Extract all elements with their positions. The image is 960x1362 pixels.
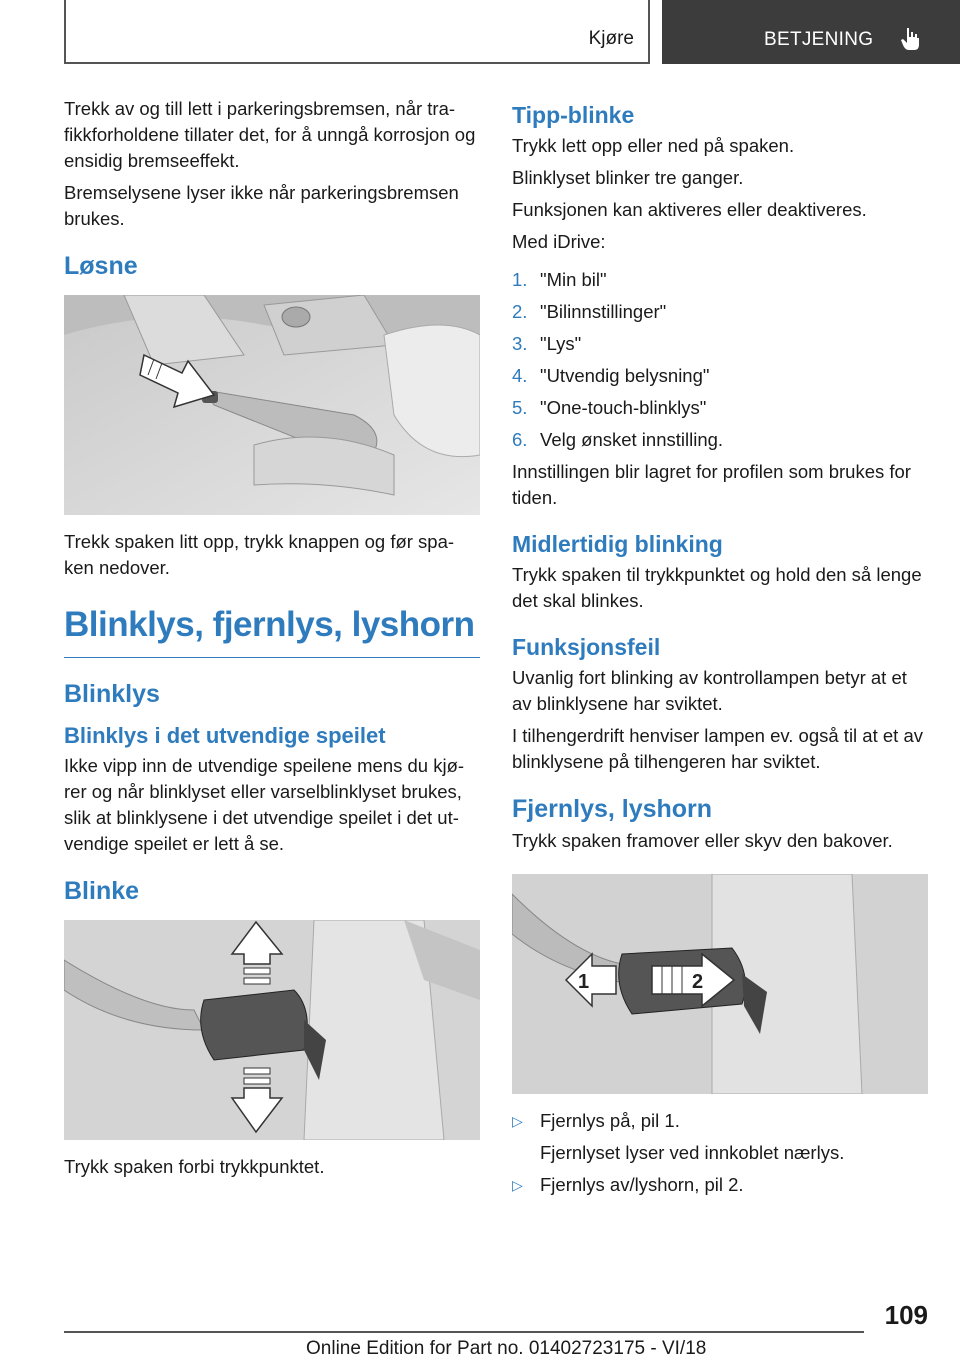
- footer-edition: Online Edition for Part no. 01402723175 - VI/18: [306, 1338, 707, 1359]
- turn-signal-stalk-image: [64, 920, 480, 1140]
- heading-blinke: Blinke: [64, 877, 140, 905]
- list-item: ▷ Fjernlys på, pil 1.: [512, 1108, 928, 1134]
- paragraph-midlertidig: Trykk spaken til trykkpunktet og hold den så lenge det skal blinkes.: [512, 564, 922, 611]
- heading-blinklys-fjernlys-lyshorn: Blinklys, fjernlys, lyshorn: [64, 605, 480, 658]
- list-item: 2. "Bilinnstillinger": [512, 301, 667, 322]
- paragraph-funksjonsfeil-2: I tilhengerdrift henviser lampen ev. også til at et av blinklysene på tilhengeren har sviktet.: [512, 725, 923, 772]
- list-item-subtext: Fjernlyset lyser ved innkoblet nærlys.: [540, 1142, 845, 1163]
- list-item: 6. Velg ønsket innstilling.: [512, 429, 724, 450]
- parking-brake-image: [64, 295, 480, 515]
- caption-parking-brake: Trekk spaken litt opp, trykk knappen og før spa-ken nedover.: [64, 531, 455, 578]
- paragraph-tipp-2: Blinklyset blinker tre ganger.: [512, 167, 744, 188]
- high-beam-stalk-image: [512, 874, 928, 1094]
- right-column: [512, 102, 928, 1204]
- paragraph-fjernlys: Trykk spaken framover eller skyv den bakover.: [512, 830, 893, 851]
- triangle-bullet-icon: ▷: [512, 1113, 523, 1129]
- heading-losne: Løsne: [64, 252, 138, 280]
- paragraph-tipp-3: Funksjonen kan aktiveres eller deaktiveres.: [512, 199, 867, 220]
- arrow-2-label: 2: [692, 971, 704, 993]
- page-number: 109: [884, 1300, 928, 1330]
- paragraph-parking-brake: Trekk av og till lett i parkeringsbremsen, når tra-fikkforholdene tillater det, for å unngå korrosjon og ensidig bremseeffekt.: [64, 98, 476, 171]
- triangle-bullet-icon: ▷: [512, 1177, 523, 1193]
- list-item: 4. "Utvendig belysning": [512, 365, 710, 386]
- list-item: 3. "Lys": [512, 333, 582, 354]
- high-beam-list: [512, 1108, 928, 1198]
- heading-midlertidig-blinking: Midlertidig blinking: [512, 531, 723, 557]
- footer-divider: [64, 1331, 864, 1333]
- heading-tipp-blinke: Tipp-blinke: [512, 102, 635, 128]
- header-chapter-label: BETJENING: [764, 29, 874, 50]
- left-column: [64, 96, 480, 1186]
- caption-turn-signal: Trykk spaken forbi trykkpunktet.: [64, 1156, 325, 1177]
- heading-blinklys: Blinklys: [64, 680, 160, 708]
- header-section-label: Kjøre: [588, 28, 634, 49]
- idrive-steps-list: [512, 267, 928, 453]
- heading-blinklys-speilet: Blinklys i det utvendige speilet: [64, 723, 386, 748]
- paragraph-tipp-4: Med iDrive:: [512, 231, 606, 252]
- header-chapter-tab: [662, 0, 960, 64]
- heading-funksjonsfeil: Funksjonsfeil: [512, 634, 661, 660]
- paragraph-funksjonsfeil-1: Uvanlig fort blinking av kontrollampen betyr at et av blinklysene har sviktet.: [512, 667, 907, 714]
- paragraph-tipp-5: Innstillingen blir lagret for profilen som brukes for tiden.: [512, 461, 911, 508]
- heading-fjernlys-lyshorn: Fjernlys, lyshorn: [512, 795, 713, 823]
- arrow-1-label: 1: [578, 971, 590, 993]
- paragraph-brake-lights: Bremselysene lyser ikke når parkeringsbremsen brukes.: [64, 182, 459, 229]
- list-item: 5. "One-touch-blinklys": [512, 397, 707, 418]
- hand-pointer-icon: [898, 26, 924, 52]
- list-item: 1. "Min bil": [512, 269, 607, 290]
- paragraph-tipp-1: Trykk lett opp eller ned på spaken.: [512, 135, 795, 156]
- list-item: ▷ Fjernlys av/lyshorn, pil 2.: [512, 1172, 928, 1198]
- header-section-tab: [64, 0, 650, 64]
- paragraph-speilet: Ikke vipp inn de utvendige speilene mens du kjø-rer og når blinklyset eller varselblinklyset brukes, slik at blinklysene i det utvendige speilet i det ut-vendige speilet er lett å se.: [64, 755, 465, 854]
